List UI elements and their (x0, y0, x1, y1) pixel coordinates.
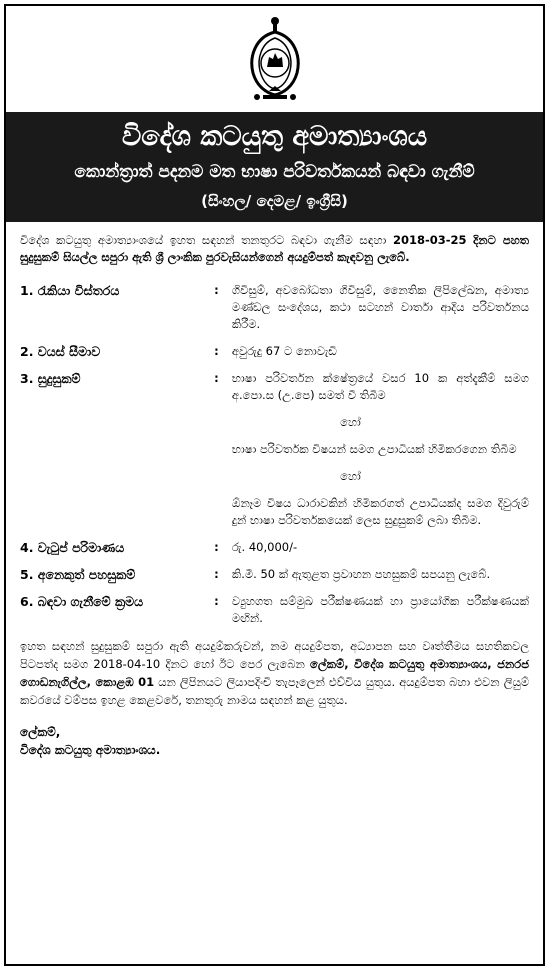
vacancy-subtitle: කොන්ත්‍රාත් පදනම මත භාෂා පරිවර්තකයන් බඳවා ගැනීම් (74, 162, 475, 182)
list-item (20, 593, 529, 627)
item-description: රු. 40,000/- (231, 540, 298, 554)
requirements-list (6, 282, 543, 627)
item-label: 4. වැටුප් පරිමාණය (20, 540, 125, 555)
qualification-option: භාෂා පරිවර්තන ක්ෂේත්‍රයේ වසර 10 ක අත්දැකීම් සමග අ.පො.ස (උ.පෙ) සමත් වී තිබීම (231, 371, 529, 402)
signature-block (6, 709, 543, 759)
ministry-title: විදේශ කටයුතු අමාත්‍යාංශය (121, 121, 428, 152)
intro-text-1: විදේශ කටයුතු අමාත්‍යාංශයේ ඉහත සඳහන් තනතුරට බඳවා ගැනීම සඳහා (20, 233, 387, 247)
list-item (20, 566, 529, 583)
sri-lanka-emblem-icon (243, 13, 307, 105)
item-colon: : (214, 540, 219, 554)
qualification-option: භාෂා පරිවර්තක විෂයන් සමග උපාධියක් හිමිකරගෙන තිබීම (231, 442, 517, 456)
item-label: 2. වයස් සීමාව (20, 344, 101, 359)
item-colon: : (214, 567, 219, 581)
closing-date: 2018-03-25 (392, 233, 467, 247)
or-separator: හෝ (340, 415, 361, 429)
item-description: ගිවිසුම්, අවබෝධතා ගිවිසුම්, නෛතික ලිපිලේඛන, අමාත්‍ය මණ්ඩල සංදේශය, කථා සටහන් වාර්තා ආදිය පරිවර්තනය කිරීම. (231, 283, 529, 331)
item-description (232, 370, 529, 529)
signature-ministry: විදේශ කටයුතු අමාත්‍යාංශය. (20, 743, 161, 757)
item-label: 3. සුදුසුකම් (20, 371, 81, 386)
item-label: 5. අනෙකුත් පහසුකම් (20, 567, 136, 582)
item-description: ව්‍යුහගත සම්මුඛ පරීක්ෂණයක් හා ප්‍රායෝගික පරීක්ෂණයක් මඟින්. (231, 594, 529, 625)
signature-title: ලේකම්, (20, 725, 61, 739)
list-item (20, 282, 529, 333)
application-instructions (6, 627, 543, 709)
item-label: 6. බඳවා ගැනීමේ ක්‍රමය (20, 594, 144, 609)
qualification-option: ඕනෑම විෂය ධාරාවකින් හිමිකරගත් උපාධියක්ද සමග දිවුරුම් දුන් භාෂා පරිවර්තකයෙක් ලෙස සුදුසුකම් ලබා තිබීම. (231, 496, 529, 527)
languages-line: (සිංහල/ දෙමළ/ ඉංග්‍රීසි) (201, 192, 348, 210)
instructions-text-1: ඉහත සඳහන් සුදුසුකම් සපුරා ඇති අයදුම්කරුවන්, නම අයදුම්පත, අධ්‍යාපන සහ වෘත්තීමය සහතිකවල පිටපත්ද සමග 2018-04-10 දිනට හෝ ඊට පෙර ලැබෙන (20, 639, 529, 671)
item-colon: : (214, 344, 219, 358)
item-label: 1. රැකියා විස්තරය (20, 283, 120, 298)
mailing-address: ලේකම්, විදේශ කටයුතු අමාත්‍යාංශය, ජනරජ ගොඩනැගිල්ල, කොළඹ 01 (20, 657, 529, 689)
or-separator: හෝ (340, 469, 361, 483)
instructions-text-2: යන ලිපිනයට ලියාපදිංචි තැපෑලෙන් එව්විය යුතුය. අයදුම්පත බහා එවන ලියුම් කවරයේ වම්පස ඉහළ කෙළවරේ, තනතුරු නාමය සඳහන් කළ යුතුය. (20, 675, 530, 707)
item-description: අවුරුදු 67 ට නොවැඩි (231, 344, 337, 358)
item-colon: : (214, 371, 219, 385)
list-item (20, 539, 529, 556)
advertisement (4, 4, 545, 966)
header-banner (6, 112, 543, 222)
list-item (20, 370, 529, 529)
intro-text-2: දිනට පහත සුදුසුකම් සියල්ල සපුරා ඇති ශ්‍රී ලාංකික පුරවැසියන්ගෙන් අයදුම්පත් කැඳවනු ලැබේ. (20, 233, 529, 264)
intro-paragraph (6, 222, 543, 272)
item-colon: : (214, 283, 219, 297)
item-description: කි.මී. 50 ක් ඇතුළත ප්‍රවාහන පහසුකම් සපයනු ලැබේ. (231, 567, 491, 581)
item-colon: : (214, 594, 219, 608)
emblem-area (6, 6, 543, 112)
list-item (20, 343, 529, 360)
